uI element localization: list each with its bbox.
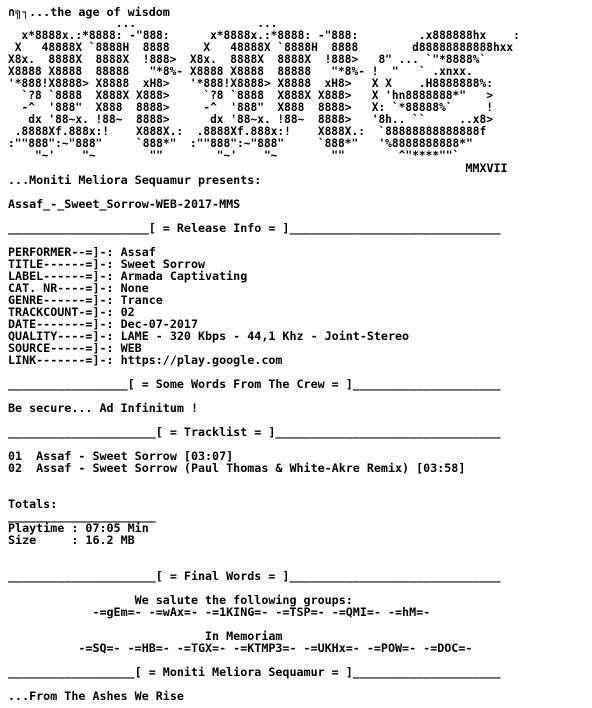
nfo-line: SOURCE-----=]-: WEB xyxy=(8,341,142,355)
ascii-art-line: x*8888x.:*8888: -"888: x*8888x.:*8888: -"888: .x888888hx : xyxy=(8,29,520,42)
ascii-art-line: X8x. 8888X 8888X !888> X8x. 8888X 8888X !888> 8" ... `"*8888%` xyxy=(8,53,487,66)
nfo-line: _________________[ = Some Words From The Crew = ]_____________________ xyxy=(8,377,501,391)
nfo-line: We salute the following groups: xyxy=(8,593,353,607)
ascii-art-line: '*888!X8888> X8888 xH8> '*888!X8888> X8888 xH8> X X .H8888888%: xyxy=(8,77,493,90)
ascii-art-line: :""888":~"888" `888*" :""888":~"888" `888*" '%8888888888*" xyxy=(8,137,473,150)
nfo-line: TITLE------=]-: Sweet Sorrow xyxy=(8,257,206,271)
nfo-line: -=SQ=- -=HB=- -=TGX=- -=KTMP3=- -=UKHx=- -=POW=- -=DOC=- xyxy=(8,641,473,655)
nfo-line xyxy=(8,474,592,486)
nfo-line: Size : 16.2 MB xyxy=(8,533,135,547)
nfo-line: Be secure... Ad Infinitum ! xyxy=(8,401,198,415)
nfo-line: ∩╗┐...the age of wisdom xyxy=(8,5,170,19)
nfo-line: 01 Assaf - Sweet Sorrow [03:07] xyxy=(8,449,234,463)
nfo-line: Playtime : 07:05 Min xyxy=(8,521,149,535)
nfo-line xyxy=(8,486,592,498)
nfo-line: ____________________[ = Release Info = ]______________________________ xyxy=(8,221,501,235)
nfo-line: _____________________[ = Final Words = ]______________________________ xyxy=(8,569,501,583)
ascii-art-line: MMXVII xyxy=(8,161,508,175)
nfo-line: Assaf_-_Sweet_Sorrow-WEB-2017-MMS xyxy=(8,197,241,211)
nfo-line: QUALITY----=]-: LAME - 320 Kbps - 44,1 Khz - Joint-Stereo xyxy=(8,329,410,343)
ascii-art-line: X 48888X `8888H 8888 X 48888X `8888H 8888 d88888888888hxx xyxy=(8,41,514,54)
ascii-art-line: "~' "~ "" "~' "~ "" ^"****""` xyxy=(8,149,460,162)
nfo-line: ...From The Ashes We Rise xyxy=(8,689,184,703)
ascii-art-line: ... ... xyxy=(8,17,278,30)
nfo-line: TRACKCOUNT-=]-: 02 xyxy=(8,305,135,319)
nfo-line: 02 Assaf - Sweet Sorrow (Paul Thomas & White-Akre Remix) [03:58] xyxy=(8,461,466,475)
nfo-line: CAT. NR----=]-: None xyxy=(8,281,149,295)
nfo-line: _____________________[ = Tracklist = ]________________________________ xyxy=(8,425,501,439)
ascii-art-line: .8888Xf.888x:! X888X.: .8888Xf.888x:! X888X.: `88888888888888f xyxy=(8,125,487,138)
nfo-line: LINK-------=]-: https://play.google.com xyxy=(8,353,283,367)
nfo-line: _____________________ xyxy=(8,509,156,523)
nfo-line: GENRE------=]-: Trance xyxy=(8,293,163,307)
nfo-line xyxy=(8,546,592,558)
ascii-art-line: dx '88~x. !88~ 8888> dx '88~x. !88~ 8888> '8h.. `` ..x8> xyxy=(8,113,493,126)
nfo-line: DATE-------=]-: Dec-07-2017 xyxy=(8,317,198,331)
nfo-line: ...Moniti Meliora Sequamur presents: xyxy=(8,173,262,187)
nfo-line: PERFORMER--=]-: Assaf xyxy=(8,245,156,259)
nfo-line: __________________[ = Moniti Meliora Sequamur = ]_____________________ xyxy=(8,665,501,679)
ascii-art-line: -^ '888" X888 8888> -^ '888" X888 8888> X: `*88888%` ! xyxy=(8,101,493,114)
ascii-art-line: X8888 X8888 88888 "*8%- X8888 X8888 88888 "*8%- ! " ` .xnxx. xyxy=(8,65,473,78)
nfo-line: -=gEm=- -=wAx=- -=1KING=- -=TSP=- -=QMI=- -=hM=- xyxy=(8,605,431,619)
nfo-line: Totals: xyxy=(8,497,58,511)
nfo-line: LABEL------=]-: Armada Captivating xyxy=(8,269,248,283)
nfo-line: In Memoriam xyxy=(8,629,283,643)
ascii-art-line: `?8 `8888 X888X X888> `?8 `8888 X888X X888> X 'hn8888888*" > xyxy=(8,89,493,102)
